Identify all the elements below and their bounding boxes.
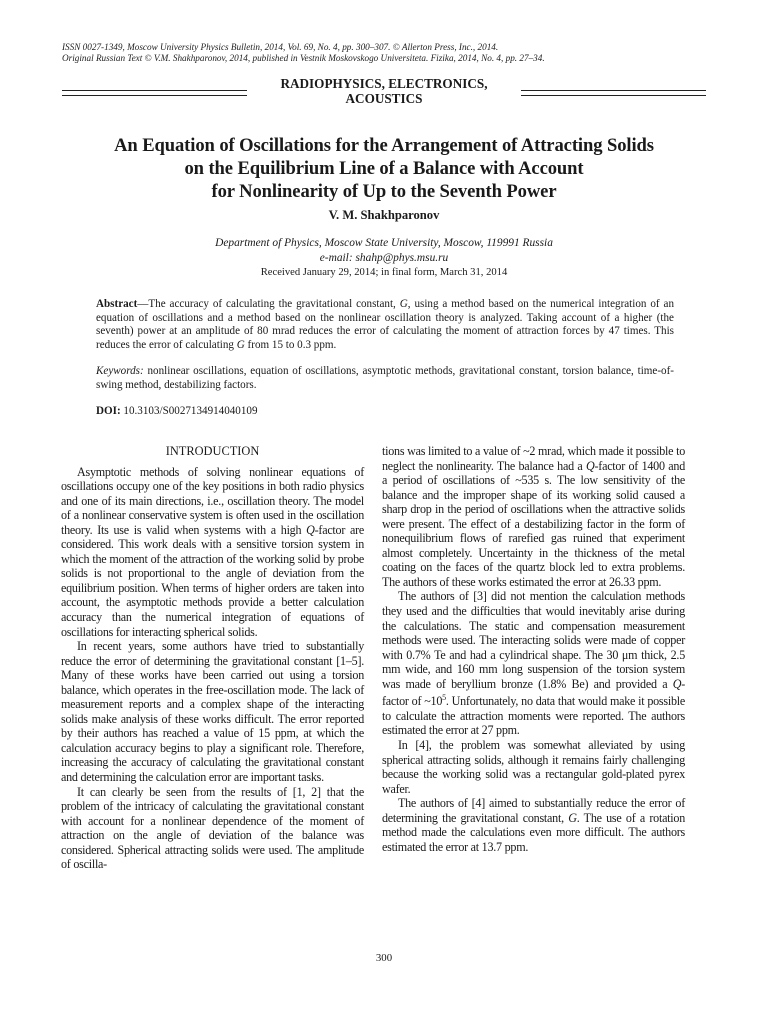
abstract-text-b: , using a method based on the numerical integration of an equation of oscillations and a method based on the nonlinear oscillation theory is analyzed. Taking account of a higher (the seventh) power at an amplitude of 80 mrad reduces the error of calculating the moment of attraction forces by 47 times. This reduces the error of calculating	[96, 298, 674, 351]
body-column-right	[382, 444, 685, 854]
keywords-text: nonlinear oscillations, equation of oscillations, asymptotic methods, gravitational constant, torsion balance, time-of-swing method, destabilizing factors.	[96, 365, 674, 391]
abstract-label: Abstract	[96, 298, 138, 310]
section-rule-right	[521, 90, 706, 96]
doi-label: DOI:	[96, 405, 121, 417]
paragraph: In [4], the problem was somewhat alleviated by using spherical attracting solids, although it remains fairly challenging because the working solid was a rectangular gold-plated pyrex wafer.	[382, 737, 685, 796]
body-column-left	[61, 444, 364, 872]
doi-value[interactable]: 10.3103/S0027134914040109	[120, 405, 258, 417]
paragraph: Asymptotic methods of solving nonlinear equations of oscillations occupy one of the key positions in both radio physics and one of its main directions, i.e., oscillation theory. The model of a nonlinear conservative system is often used in the oscillation theory. Its use is valid when systems with a high Q-factor are considered. This work deals with a sensitive torsion system in which the moment of the attraction of the working solid by probe solids is not proportional to the angle of deviation from the equilibrium position. When terms of higher orders are taken into account, the asymptotic methods provide a better calculation accuracy than the numerical integration of equations of oscillations for interacting spherical solids.	[61, 464, 364, 639]
title-line3: for Nonlinearity of Up to the Seventh Power	[211, 181, 557, 202]
affiliation-text: Department of Physics, Moscow State University, Moscow, 119991 Russia	[215, 237, 553, 249]
abstract	[96, 298, 674, 352]
section-title-line2: ACOUSTICS	[345, 91, 423, 106]
journal-header	[62, 42, 702, 64]
doi	[96, 405, 258, 417]
paragraph: The authors of [3] did not mention the calculation methods they used and the difficulties that would inevitably arise during the calculations. The static and compensation measurement methods were used. The interacting solids were made of copper with 0.7% Te and had a cylindrical shape. The 30 μm thick, 2.5 mm wide, and 160 mm long suspension of the torsion system was made of beryllium bronze (1.8% Be) and provided a Q-factor of $\sim 10^5$. Unfortunately, no data that would make it possible to calculate the attraction moments were reported. The authors estimated the error at 27 ppm.	[382, 589, 685, 738]
section-title	[247, 76, 521, 106]
affiliation	[0, 236, 768, 266]
journal-header-line1: ISSN 0027-1349, Moscow University Physics Bulletin, 2014, Vol. 69, No. 4, pp. 300–307. © Allerton Press, Inc., 2014.	[62, 42, 499, 52]
journal-header-line2: Original Russian Text © V.M. Shakhparonov, 2014, published in Vestnik Moskovskogo Universiteta. Fizika, 2014, No. 4, pp. 27–34.	[62, 53, 545, 63]
paragraph: tions was limited to a value of ~2 mrad, which made it possible to neglect the nonlinearity. The balance had a Q-factor of 1400 and a period of oscillations of ~535 s. The low sensitivity of the balance and the improper shape of its working solid caused a sharp drop in the period of oscillations when the attractive solids were present. The effect of a destabilizing factor in the form of nonequilibrium flows of rarefied gas ruined that experiment almost completely. Uncertainty in the thickness of the metal coating on the faces of the quartz block led to extra problems. The authors of these works estimated the error at 26.33 ppm.	[382, 444, 685, 589]
title-line1: An Equation of Oscillations for the Arrangement of Attracting Solids	[114, 135, 654, 156]
abstract-text-a: The accuracy of calculating the gravitational constant,	[148, 298, 400, 310]
paragraph: In recent years, some authors have tried to substantially reduce the error of determining the gravitational constant [1–5]. Many of these works have been carried out using a torsion balance, which operates in the free-oscillation mode. The lack of measurement reports and a complex shape of the interacting solids make analysis of these works difficult. The error reported by their authors has reached a value of 15 ppm, at which the calculation accuracy begins to play a significant role. Therefore, increasing the accuracy of calculating the gravitational constant and determining the calculation error are important tasks.	[61, 639, 364, 785]
article-title	[40, 134, 728, 203]
received-dates: Received January 29, 2014; in final form, March 31, 2014	[260, 267, 508, 278]
page-number: 300	[375, 952, 393, 964]
section-title-line1: RADIOPHYSICS, ELECTRONICS,	[280, 76, 488, 91]
introduction-heading: INTRODUCTION	[165, 444, 260, 458]
abstract-symbol-g: G	[399, 298, 408, 310]
abstract-symbol-g-2: G	[236, 338, 245, 351]
title-line2: on the Equilibrium Line of a Balance with Account	[184, 158, 584, 179]
paragraph: It can clearly be seen from the results of [1, 2] that the problem of the intricacy of calculating the gravitational constant with account for a nonlinear dependence of the moment of attraction on the angle of deviation of the balance was considered. Spherical attracting solids were used. The amplitude of oscilla-	[61, 784, 364, 872]
abstract-text-c: from 15 to 0.3 ppm.	[244, 338, 337, 351]
section-rule-left	[62, 90, 247, 96]
author-email[interactable]: e-mail: shahp@phys.msu.ru	[319, 252, 449, 264]
keywords	[96, 365, 674, 392]
section-heading	[62, 76, 706, 110]
keywords-label: Keywords:	[96, 365, 144, 377]
paragraph: The authors of [4] aimed to substantially reduce the error of determining the gravitational constant, G. The use of a rotation method made the calculations even more difficult. The authors estimated the error at 13.7 ppm.	[382, 796, 685, 854]
author-name: V. M. Shakhparonov	[328, 208, 440, 222]
abstract-dash: —	[137, 298, 149, 310]
